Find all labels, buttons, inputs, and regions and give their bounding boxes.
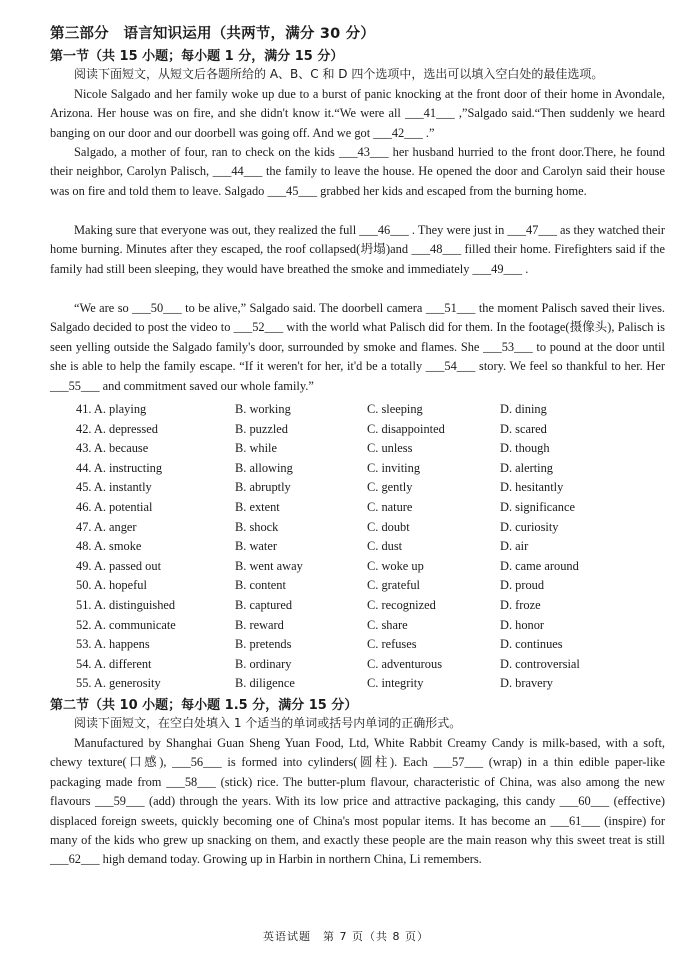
option-b: B. working [235, 402, 291, 416]
option-c: C. dust [367, 539, 403, 554]
part-title: 第三部分 语言知识运用（共两节，满分 30 分） [50, 26, 376, 42]
option-d: D. dining [500, 402, 547, 416]
option-d: D. though [500, 441, 550, 456]
option-b: B. pretends [235, 637, 292, 652]
option-a: 42. A. depressed [76, 421, 158, 436]
option-d: D. controversial [500, 656, 580, 671]
option-c: C. nature [367, 499, 413, 514]
option-d: D. significance [500, 499, 576, 514]
passage1-paragraph-1: Nicole Salgado and her family woke up due to a burst of panic knocking at the front door of their home in Avondale, Arizona. Her house was on fire, and she didn't know it.“We were all ___41___ ,”Salgado said.“Then suddenly we heard banging on our door and our doorbell was going off. And we got ___42___ .” [50, 87, 665, 140]
option-b: B. water [235, 539, 277, 554]
option-row [76, 439, 676, 459]
option-row [76, 400, 676, 420]
option-d: D. proud [500, 578, 545, 593]
passage2-paragraph: Manufactured by Shanghai Guan Sheng Yuan Food, Ltd, White Rabbit Creamy Candy is milk-based, with a soft, chewy texture(口感), ___56___ is formed into cylinders(圆柱). Each ___57___ (wrap) in a thin edible paper-like packaging made from ___58___ (stick) rice. The butter-plum flavour, characteristic of China, was also among the new flavours ___59___ (add) through the years. With its low price and attractive packaging, this candy ___60___ (effective) displaced foreign sweets, quickly becoming one of China's most popular items. It has become an ___61___ (inspire) for many of the kids who grew up snacking on them, and exactly these people are the main reason why this sweet treat is still ___62___ high demand today. Growing up in Harbin in northern China, Li remembers. [50, 736, 665, 867]
option-c: C. gently [367, 480, 413, 495]
option-c: C. unless [367, 441, 413, 456]
option-c: C. grateful [367, 578, 420, 593]
option-d: D. came around [500, 558, 579, 573]
option-b: B. reward [235, 617, 284, 632]
option-row [76, 478, 676, 498]
option-a: 43. A. because [76, 441, 149, 456]
option-row [76, 537, 676, 557]
option-a: 46. A. potential [76, 499, 153, 514]
option-row [76, 498, 676, 518]
option-a: 51. A. distinguished [76, 597, 176, 612]
option-row [76, 518, 676, 538]
option-a: 41. A. playing [76, 402, 147, 416]
section1-instruction: 阅读下面短文，从短文后各题所给的 A、B、C 和 D 四个选项中，选出可以填入空白处的最佳选项。 [74, 67, 604, 81]
option-row [76, 655, 676, 675]
option-c: C. sleeping [367, 402, 423, 416]
option-c: C. integrity [367, 676, 424, 691]
option-b: B. while [235, 441, 277, 456]
option-row [76, 616, 676, 636]
option-c: C. adventurous [367, 656, 443, 671]
option-a: 55. A. generosity [76, 676, 161, 691]
option-b: B. abruptly [235, 480, 291, 495]
section1-title: 第一节（共 15 小题；每小题 1 分，满分 15 分） [50, 49, 344, 64]
option-b: B. shock [235, 519, 279, 534]
option-a: 49. A. passed out [76, 558, 162, 573]
option-c: C. inviting [367, 460, 421, 475]
option-row [76, 596, 676, 616]
passage1-paragraph-4: “We are so ___50___ to be alive,” Salgado said. The doorbell camera ___51___ the moment Palisch saved their lives. Salgado decided to post the video to ___52___ with the world what Palisch did for them. In the footage(摄像头), Palisch is seen yelling outside the Salgado family's door, surrounded by smoke and flames. She ___53___ to pound at the door until she is able to help the family escape. “If it weren't for her, it'd be a totally ___54___ story. We feel so thankful to her. Her ___55___ and commitment saved our whole family.” [50, 301, 665, 393]
option-c: C. recognized [367, 597, 436, 612]
option-d: D. alerting [500, 460, 553, 475]
option-d: D. bravery [500, 676, 553, 691]
option-b: B. ordinary [235, 656, 292, 671]
option-row [76, 459, 676, 479]
option-c: C. share [367, 617, 408, 632]
option-b: B. extent [235, 499, 280, 514]
option-row [76, 557, 676, 577]
option-row [76, 674, 676, 694]
section2-instruction: 阅读下面短文，在空白处填入 1 个适当的单词或括号内单词的正确形式。 [74, 716, 462, 730]
option-a: 53. A. happens [76, 637, 150, 652]
option-a: 47. A. anger [76, 519, 137, 534]
option-c: C. doubt [367, 519, 410, 534]
option-c: C. woke up [367, 558, 424, 573]
option-d: D. scared [500, 421, 547, 436]
option-row [76, 635, 676, 655]
option-b: B. allowing [235, 460, 293, 475]
option-b: B. went away [235, 558, 303, 573]
option-d: D. air [500, 539, 529, 554]
option-row [76, 420, 676, 440]
page-footer: 英语试题 第 7 页（共 8 页） [263, 930, 429, 943]
option-b: B. content [235, 578, 286, 593]
section2-title: 第二节（共 10 小题；每小题 1.5 分，满分 15 分） [50, 698, 358, 713]
passage1-paragraph-3: Making sure that everyone was out, they realized the full ___46___ . They were just in ___47___ as they watched their home burning. Minutes after they escaped, the roof collapsed(坍塌)and ___48___ filled their home. Firefighters said if the family had still been sleeping, they would have breathed the smoke and immediately ___49___ . [50, 223, 665, 276]
option-d: D. honor [500, 617, 545, 632]
option-row [76, 576, 676, 596]
option-d: D. froze [500, 597, 541, 612]
option-a: 54. A. different [76, 656, 152, 671]
option-d: D. curiosity [500, 519, 559, 534]
option-b: B. captured [235, 597, 293, 612]
option-a: 52. A. communicate [76, 617, 176, 632]
option-a: 45. A. instantly [76, 480, 152, 495]
option-b: B. diligence [235, 676, 295, 691]
option-c: C. disappointed [367, 421, 445, 436]
passage1-paragraph-2: Salgado, a mother of four, ran to check on the kids ___43___ her husband hurried to the front door.There, he found their neighbor, Carolyn Palisch, ___44___ the family to leave the house. He opened the door and Carolyn said their house was on fire and told them to leave. Salgado ___45___ grabbed her kids and escaped from the burning home. [50, 145, 665, 198]
option-a: 48. A. smoke [76, 539, 142, 554]
option-d: D. hesitantly [500, 480, 564, 495]
option-a: 44. A. instructing [76, 460, 163, 475]
option-a: 50. A. hopeful [76, 578, 147, 593]
option-b: B. puzzled [235, 421, 288, 436]
options-table [76, 400, 676, 694]
option-d: D. continues [500, 637, 563, 652]
option-c: C. refuses [367, 637, 417, 652]
